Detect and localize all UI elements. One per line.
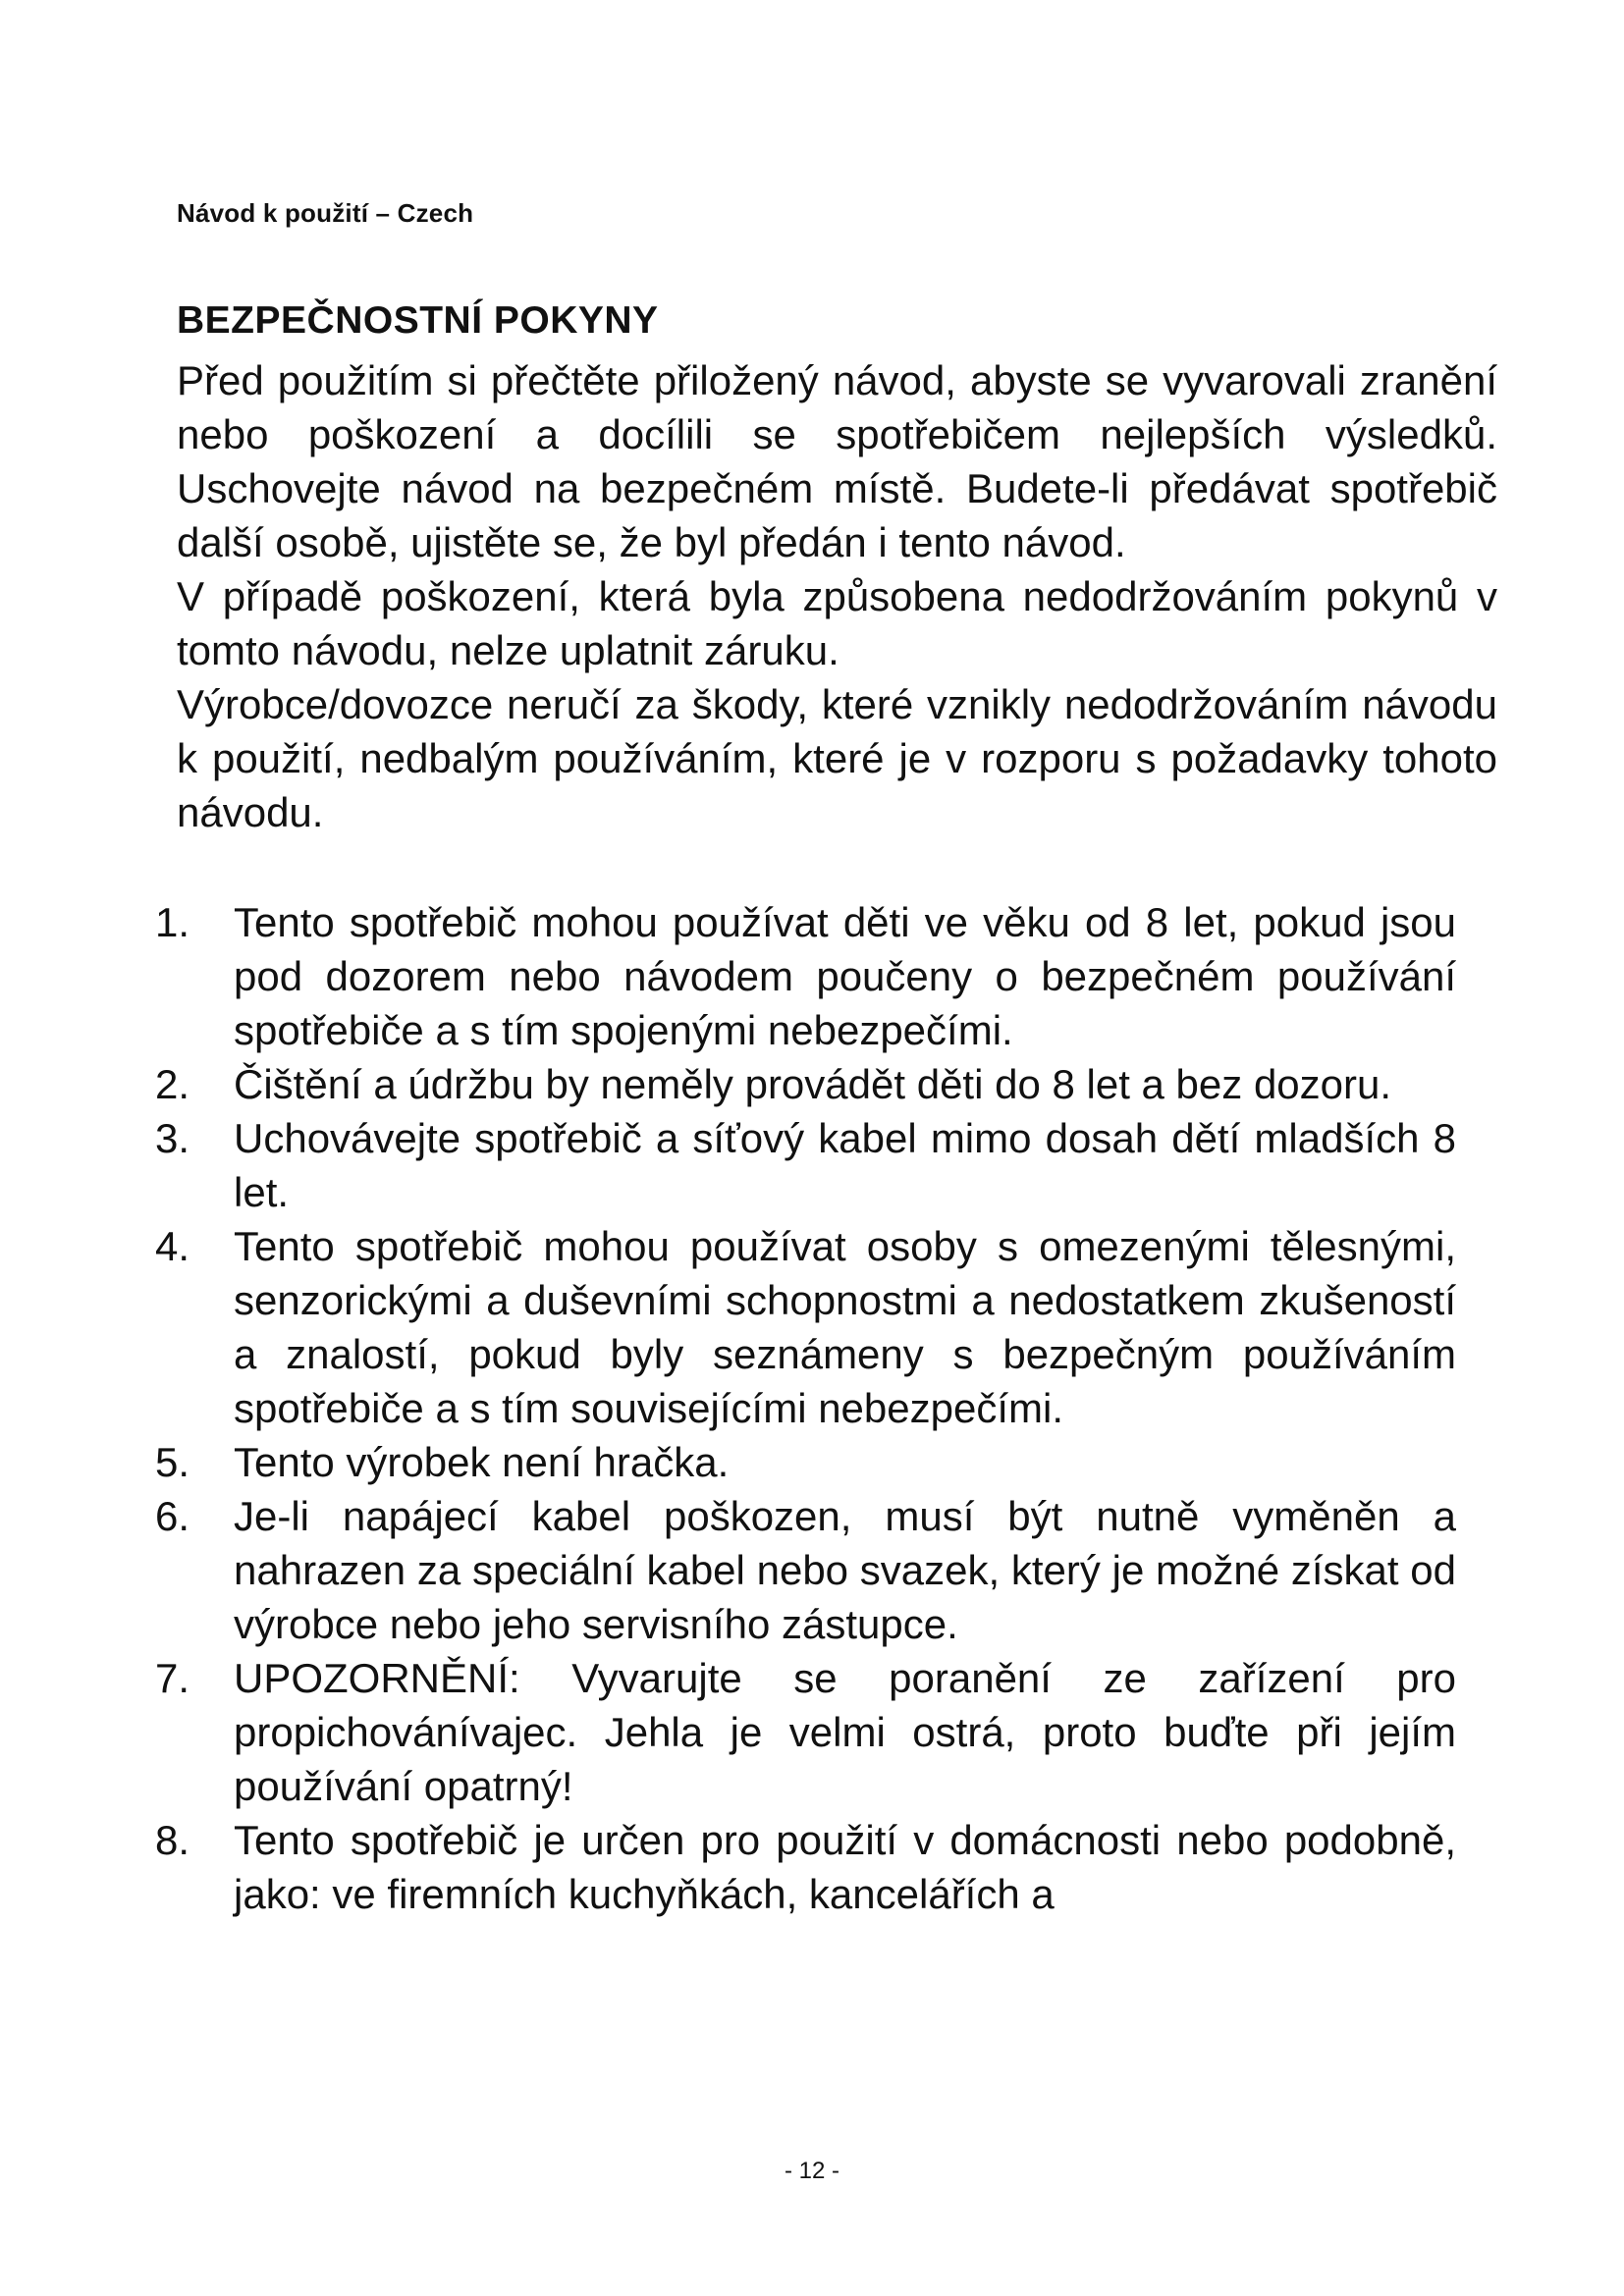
- list-item-text: UPOZORNĚNÍ: Vyvarujte se poranění ze zařízení pro propichovánívajec. Jehla je velmi ostrá, proto buďte při jejím používání opatrný!: [234, 1655, 1456, 1809]
- list-item-text: Tento výrobek není hračka.: [234, 1439, 730, 1485]
- list-item: [155, 895, 1456, 1057]
- list-item: [155, 1813, 1456, 1921]
- intro-paragraph: V případě poškození, která byla způsobena nedodržováním pokynů v tomto návodu, nelze uplatnit záruku.: [177, 573, 1497, 673]
- list-item: [155, 1435, 1456, 1489]
- list-item-text: Tento spotřebič mohou používat děti ve věku od 8 let, pokud jsou pod dozorem nebo návodem poučeny o bezpečném používání spotřebiče a s tím spojenými nebezpečími.: [234, 899, 1456, 1053]
- list-item-text: Je-li napájecí kabel poškozen, musí být nutně vyměněn a nahrazen za speciální kabel nebo svazek, který je možné získat od výrobce nebo jeho servisního zástupce.: [234, 1493, 1456, 1647]
- list-item-number: 4.: [155, 1223, 190, 1269]
- list-item: [155, 1057, 1456, 1111]
- list-item-text: Čištění a údržbu by neměly provádět děti do 8 let a bez dozoru.: [234, 1061, 1392, 1107]
- list-item-text: Uchovávejte spotřebič a síťový kabel mimo dosah dětí mladších 8 let.: [234, 1115, 1456, 1215]
- list-item-number: 2.: [155, 1061, 190, 1107]
- list-item-text: Tento spotřebič mohou používat osoby s omezenými tělesnými, senzorickými a duševními schopnostmi a nedostatkem zkušeností a znalostí, pokud byly seznámeny s bezpečným používáním spotřebiče a s tím souvisejícími nebezpečími.: [234, 1223, 1456, 1431]
- list-item-number: 5.: [155, 1439, 190, 1485]
- list-item-number: 8.: [155, 1817, 190, 1863]
- list-item-number: 1.: [155, 899, 190, 945]
- page-number: - 12 -: [784, 2158, 839, 2184]
- list-item-number: 7.: [155, 1655, 190, 1701]
- safety-instructions-list: [155, 895, 1456, 1921]
- list-item: [155, 1219, 1456, 1435]
- intro-text: [177, 353, 1497, 839]
- list-item: [155, 1111, 1456, 1219]
- list-item: [155, 1651, 1456, 1813]
- intro-paragraph: Výrobce/dovozce neručí za škody, které vznikly nedodržováním návodu k použití, nedbalým používáním, které je v rozporu s požadavky tohoto návodu.: [177, 681, 1497, 835]
- document-header: Návod k použití – Czech: [177, 198, 474, 228]
- intro-paragraph: Před použitím si přečtěte přiložený návod, abyste se vyvarovali zranění nebo poškození a docílili se spotřebičem nejlepších výsledků. Uschovejte návod na bezpečném místě. Budete-li předávat spotřebič další osobě, ujistěte se, že byl předán i tento návod.: [177, 357, 1497, 565]
- list-item-number: 6.: [155, 1493, 190, 1539]
- list-item-number: 3.: [155, 1115, 190, 1161]
- section-title: BEZPEČNOSTNÍ POKYNY: [177, 299, 659, 342]
- list-item-text: Tento spotřebič je určen pro použití v domácnosti nebo podobně, jako: ve firemních kuchyňkách, kancelářích a: [234, 1817, 1456, 1917]
- list-item: [155, 1489, 1456, 1651]
